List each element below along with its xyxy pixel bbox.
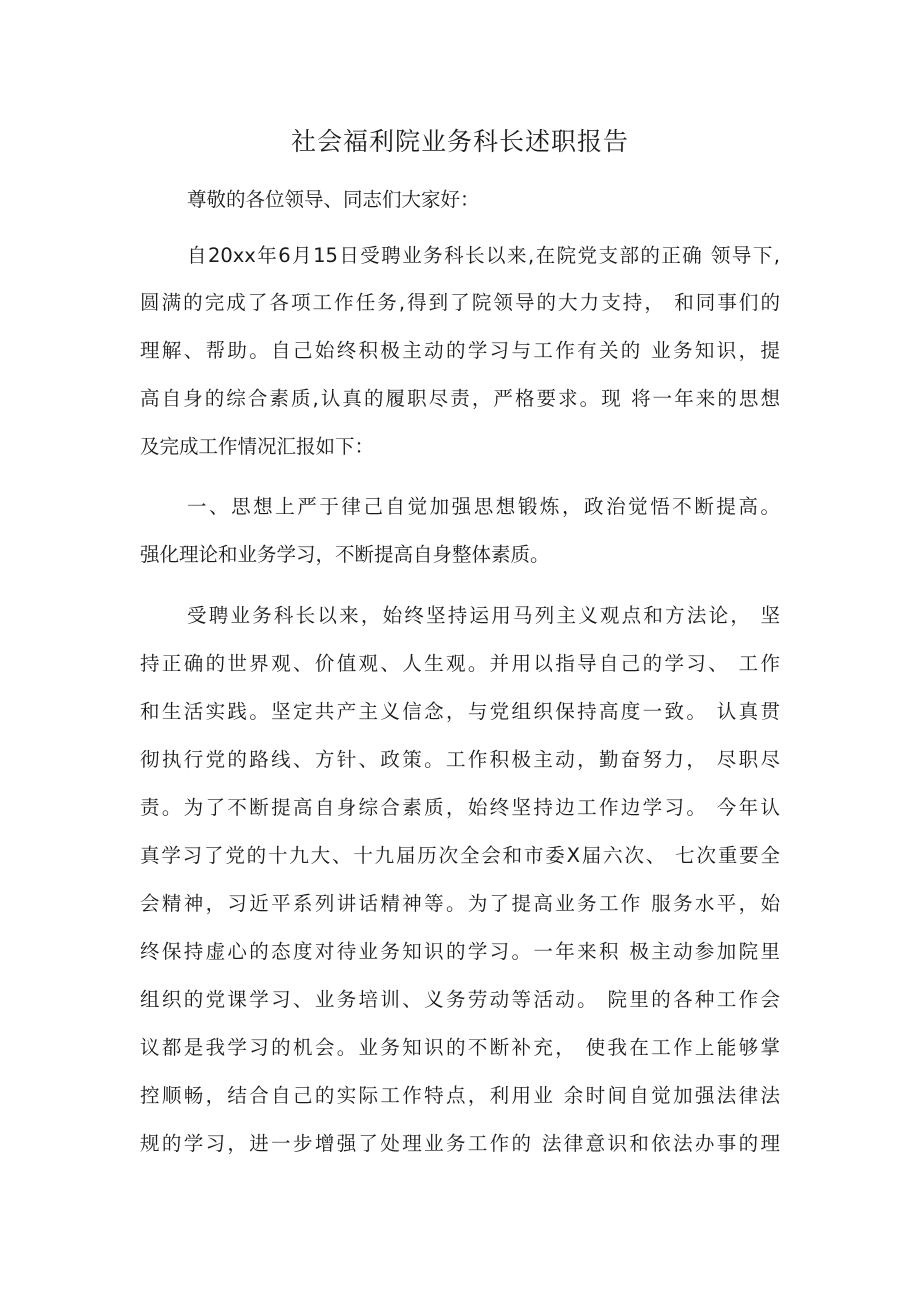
paragraph-line: 和生活实践。坚定共产主义信念，与党组织保持高度一致。 认真贯 [140,700,780,723]
section-heading-line: 强化理论和业务学习，不断提高自身整体素质。 [140,543,550,566]
greeting-line: 尊敬的各位领导、同志们大家好： [187,188,480,211]
document-title: 社会福利院业务科长述职报告 [290,127,629,156]
paragraph-line: 高自身的综合素质,认真的履职尽责，严格要求。现 将一年来的思想 [140,387,780,410]
paragraph-line: 控顺畅，结合自己的实际工作特点，利用业 余时间自觉加强法律法 [140,1084,780,1107]
section-heading-line: 一、思想上严于律己自觉加强思想锻炼，政治觉悟不断提高。 [187,495,780,518]
paragraph-line: 组织的党课学习、业务培训、义务劳动等活动。 院里的各种工作会 [140,988,780,1011]
paragraph-line: 自20xx年6月15日受聘业务科长以来,在院党支部的正确 领导下, [187,244,780,267]
paragraph-line: 真学习了党的十九大、十九届历次全会和市委X届六次、 七次重要全 [140,844,780,867]
paragraph-line: 责。为了不断提高自身综合素质，始终坚持边工作边学习。 今年认 [140,796,780,819]
paragraph-line: 及完成工作情况汇报如下： [140,435,375,458]
paragraph-line: 议都是我学习的机会。业务知识的不断补充， 使我在工作上能够掌 [140,1036,780,1059]
paragraph-line: 终保持虚心的态度对待业务知识的学习。一年来积 极主动参加院里 [140,940,780,963]
paragraph-line: 规的学习，进一步增强了处理业务工作的 法律意识和依法办事的理 [140,1132,780,1155]
paragraph-line: 理解、帮助。自己始终积极主动的学习与工作有关的 业务知识，提 [140,339,780,362]
paragraph-line: 彻执行党的路线、方针、政策。工作积极主动，勤奋努力， 尽职尽 [140,748,780,771]
paragraph-line: 圆满的完成了各项工作任务,得到了院领导的大力支持， 和同事们的 [140,291,780,314]
paragraph-line: 会精神，习近平系列讲话精神等。为了提高业务工作 服务水平，始 [140,892,780,915]
paragraph-line: 持正确的世界观、价值观、人生观。并用以指导自己的学习、 工作 [140,652,780,675]
paragraph-line: 受聘业务科长以来，始终坚持运用马列主义观点和方法论， 坚 [187,604,780,627]
